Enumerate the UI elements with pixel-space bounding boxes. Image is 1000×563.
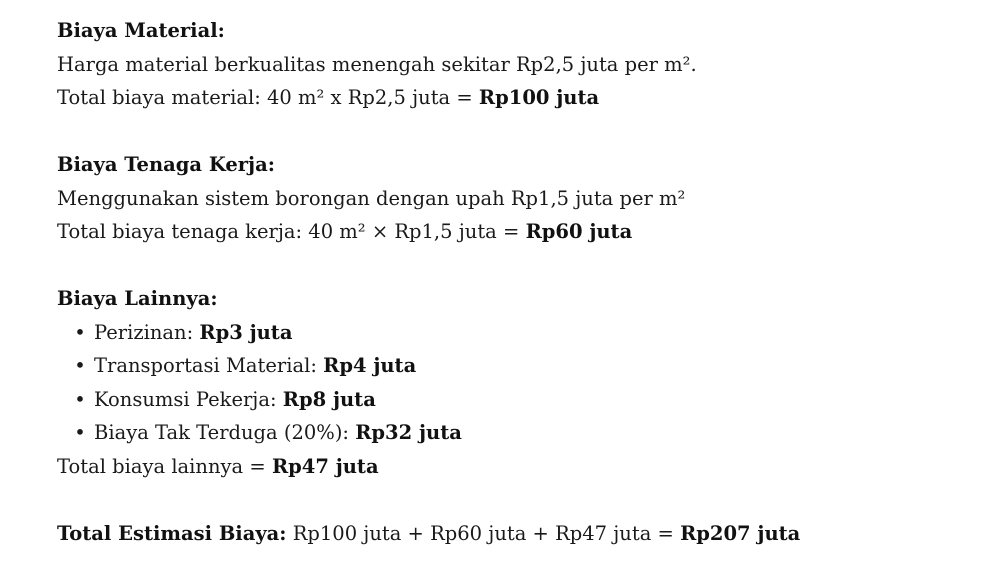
material-total-equals: = bbox=[450, 86, 479, 109]
labor-total-equals: = bbox=[496, 220, 526, 243]
other-total-label: Total biaya lainnya bbox=[57, 454, 244, 478]
material-total-formula: Total biaya material: 40 m² x Rp2,5 juta bbox=[57, 86, 451, 109]
material-total bbox=[57, 81, 1000, 115]
labor-total bbox=[57, 215, 1000, 249]
other-total-equals: = bbox=[243, 454, 272, 478]
list-item-label: Perizinan: bbox=[94, 320, 200, 344]
list-item-value: Rp32 juta bbox=[355, 421, 462, 444]
bullet-icon: • bbox=[74, 421, 86, 444]
section-spacer bbox=[57, 483, 1000, 517]
total-estimate bbox=[57, 517, 1000, 551]
bullet-icon: • bbox=[74, 354, 86, 377]
list-item-value: Rp4 juta bbox=[323, 354, 417, 377]
material-heading bbox=[57, 14, 1000, 48]
list-item-label: Konsumsi Pekerja: bbox=[94, 387, 283, 411]
labor-total-value: Rp60 juta bbox=[525, 220, 633, 243]
labor-total-formula: Total biaya tenaga kerja: 40 m² × Rp1,5 juta bbox=[57, 220, 497, 243]
bullet-icon: • bbox=[74, 387, 86, 411]
list-item-value: Rp8 juta bbox=[282, 387, 376, 411]
material-total-value: Rp100 juta bbox=[478, 86, 600, 109]
other-cost-list bbox=[57, 316, 1000, 450]
labor-heading-text: Biaya Tenaga Kerja: bbox=[57, 153, 275, 176]
other-total-value: Rp47 juta bbox=[271, 454, 379, 478]
total-estimate-expression: Rp100 juta + Rp60 juta + Rp47 juta = bbox=[286, 521, 681, 545]
other-heading-text: Biaya Lainnya: bbox=[57, 287, 218, 310]
section-spacer bbox=[57, 249, 1000, 283]
total-estimate-value: Rp207 juta bbox=[680, 521, 801, 545]
other-total bbox=[57, 450, 1000, 484]
list-item bbox=[57, 416, 1000, 450]
bullet-icon: • bbox=[74, 320, 86, 344]
labor-heading bbox=[57, 148, 1000, 182]
list-item-value: Rp3 juta bbox=[199, 320, 293, 344]
section-spacer bbox=[57, 115, 1000, 149]
total-estimate-label: Total Estimasi Biaya: bbox=[57, 521, 287, 545]
list-item-label: Transportasi Material: bbox=[94, 354, 324, 377]
other-heading bbox=[57, 282, 1000, 316]
material-heading-text: Biaya Material: bbox=[57, 19, 225, 42]
list-item-label: Biaya Tak Terduga (20%): bbox=[94, 421, 356, 444]
list-item bbox=[57, 316, 1000, 350]
labor-description: Menggunakan sistem borongan dengan upah Rp1,5 juta per m² bbox=[57, 186, 686, 210]
list-item bbox=[57, 383, 1000, 417]
list-item bbox=[57, 349, 1000, 383]
material-description: Harga material berkualitas menengah sekitar Rp2,5 juta per m². bbox=[57, 52, 697, 76]
